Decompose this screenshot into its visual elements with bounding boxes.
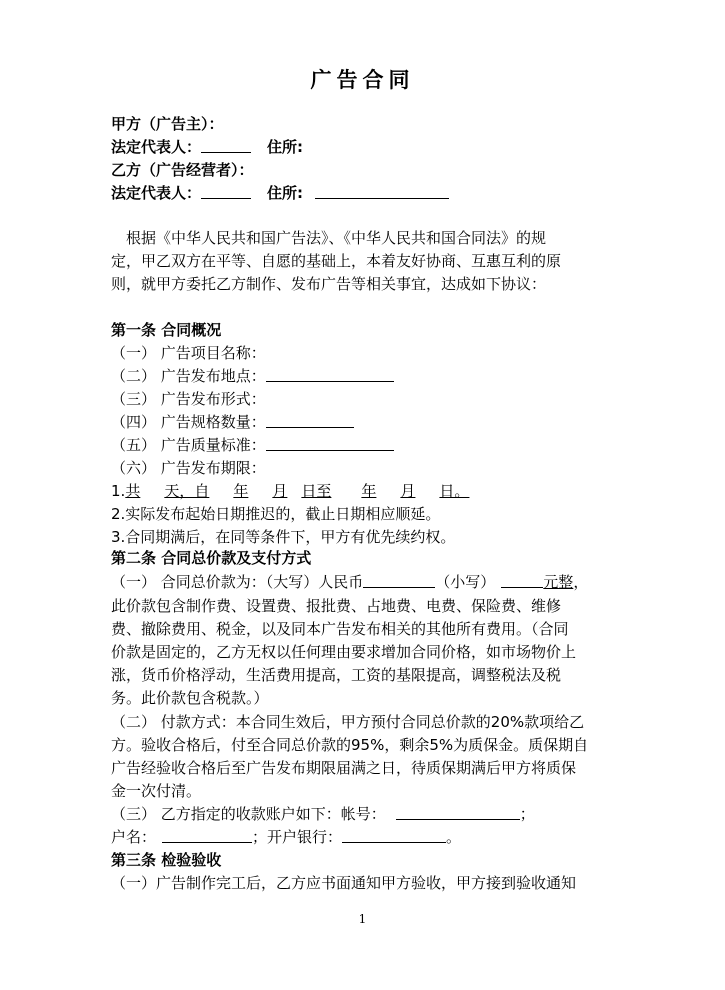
- article-2-text: 务。此价款包含税款。）: [111, 689, 269, 707]
- price-unit: 元整: [543, 573, 574, 591]
- article-2-text: （二） 付款方式：本合同生效后，甲方预付合同总价款的20%款项给乙: [111, 713, 585, 731]
- rep-a-blank[interactable]: [201, 137, 251, 153]
- party-b-line: [111, 160, 254, 180]
- account-number-blank[interactable]: [396, 804, 520, 820]
- page-number: 1: [358, 912, 367, 926]
- period-text: 年: [361, 482, 377, 500]
- preamble-line: 定，甲乙双方在平等、自愿的基础上，本着友好协商、互惠互利的原: [111, 252, 562, 270]
- article-1-item: [111, 343, 266, 363]
- item-blank[interactable]: [266, 435, 394, 451]
- price-comma: ，: [573, 573, 589, 591]
- rep-a-line: [111, 137, 303, 157]
- rep-b-blank[interactable]: [201, 183, 251, 199]
- article-2-text: 广告经验收合格后至广告发布期限届满之日，待质保期满后甲方将质保: [111, 759, 577, 777]
- item-label: （二） 广告发布地点：: [111, 367, 266, 385]
- party-a-label: 甲方（广告主）：: [111, 115, 224, 133]
- item-label: （一） 广告项目名称：: [111, 344, 266, 362]
- bank-label: ；开户银行：: [252, 828, 343, 846]
- article-2-text: 金一次付清。: [111, 782, 202, 800]
- article-2-text: 涨，货币价格浮动，生活费用提高，工资的基限提高，调整税法及税: [111, 666, 562, 684]
- item-label: （四） 广告规格数量：: [111, 413, 266, 431]
- price-lowercase-label: （小写）: [435, 573, 496, 591]
- address-b-blank[interactable]: [315, 183, 449, 199]
- period-line: [111, 481, 469, 501]
- period-text: 月: [400, 482, 416, 500]
- preamble-line: 则，就甲方委托乙方制作、发布广告等相关事宜，达成如下协议：: [111, 275, 547, 293]
- article-1-item: [111, 366, 394, 386]
- page-title: 广告合同: [310, 67, 415, 92]
- period-text: 天，自: [164, 482, 210, 500]
- item-blank[interactable]: [266, 412, 354, 428]
- bank-period: 。: [446, 828, 462, 846]
- article-2-text: 价款是固定的，乙方无权以任何理由要求增加合同价格，如市场物价上: [111, 643, 577, 661]
- account-name-blank[interactable]: [162, 827, 252, 843]
- price-lowercase-blank[interactable]: [501, 572, 543, 588]
- article-2-text: 费、撤除费用、税金，以及同本广告发布相关的其他所有费用。（合同: [111, 620, 569, 638]
- article-1-item: [111, 458, 266, 478]
- article-2-heading: 第二条 合同总价款及支付方式: [111, 549, 312, 567]
- price-uppercase-blank[interactable]: [363, 572, 435, 588]
- party-a-line: [111, 114, 224, 134]
- account-name-label: 户名：: [111, 828, 157, 846]
- article-2-text: 此价款包含制作费、设置费、报批费、占地费、电费、保险费、维修: [111, 597, 562, 615]
- address-b-label: 住所:: [267, 184, 304, 202]
- article-1-item: [111, 389, 266, 409]
- item-label: （六） 广告发布期限：: [111, 459, 266, 477]
- period-underlined[interactable]: [125, 482, 469, 500]
- item-blank[interactable]: [266, 366, 394, 382]
- item-label: （三） 广告发布形式：: [111, 390, 266, 408]
- total-price-label: （一） 合同总价款为：（大写）人民币: [111, 573, 364, 591]
- article-1-note: 3.合同期满后，在同等条件下，甲方有优先续约权。: [111, 528, 456, 546]
- item-label: （五） 广告质量标准：: [111, 436, 266, 454]
- rep-a-label: 法定代表人：: [111, 138, 202, 156]
- period-text: 月: [272, 482, 288, 500]
- account-name-line: [111, 827, 461, 847]
- address-a-label: 住所:: [267, 138, 304, 156]
- article-1-item: [111, 412, 354, 432]
- article-3-heading: 第三条 检验验收: [111, 851, 222, 869]
- article-3-text: （一）广告制作完工后，乙方应书面通知甲方验收，甲方接到验收通知: [111, 874, 577, 892]
- account-label: （三） 乙方指定的收款账户如下：帐号：: [111, 805, 386, 823]
- period-text: 共: [125, 482, 141, 500]
- rep-b-label: 法定代表人：: [111, 184, 202, 202]
- period-text: 日。: [439, 482, 470, 500]
- party-b-label: 乙方（广告经营者）：: [111, 161, 254, 179]
- article-2-text: 方。验收合格后，付至合同总价款的95%，剩余5%为质保金。质保期自: [111, 736, 589, 754]
- period-number: 1.: [111, 482, 126, 500]
- rep-b-line: [111, 183, 449, 203]
- preamble-line: 根据《中华人民共和国广告法》、《中华人民共和国合同法》的规: [126, 229, 547, 247]
- period-text: 日至: [301, 482, 332, 500]
- article-1-item: [111, 435, 394, 455]
- article-1-note: 2.实际发布起始日期推迟的，截止日期相应顺延。: [111, 505, 441, 523]
- account-semicolon: ；: [519, 805, 535, 823]
- account-line: [111, 804, 535, 824]
- article-1-heading: 第一条 合同概况: [111, 321, 222, 339]
- total-price-line: [111, 572, 588, 592]
- bank-blank[interactable]: [342, 827, 446, 843]
- period-text: 年: [233, 482, 249, 500]
